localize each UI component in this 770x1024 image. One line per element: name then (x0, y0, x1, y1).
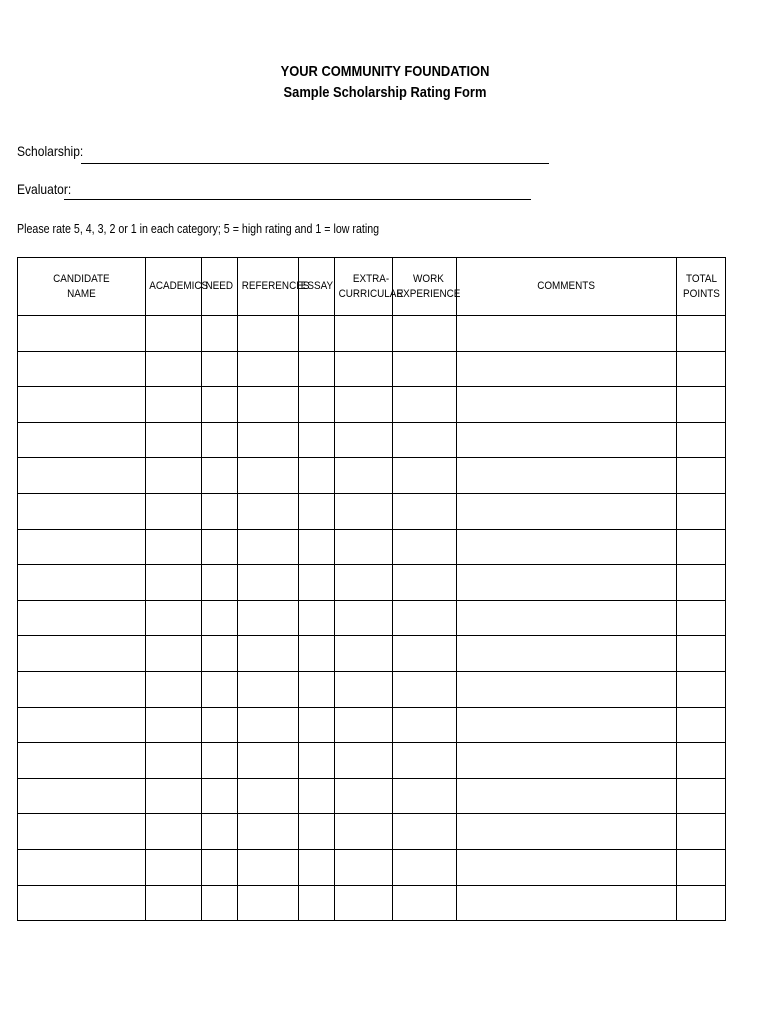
table-row (18, 565, 726, 601)
table-cell[interactable] (393, 707, 457, 743)
table-row (18, 671, 726, 707)
table-cell[interactable] (335, 814, 393, 850)
table-cell[interactable] (457, 814, 677, 850)
column-header (238, 258, 310, 316)
scholarship-field (17, 143, 94, 159)
evaluator-field (17, 181, 80, 197)
table-cell[interactable] (335, 458, 393, 494)
table-cell[interactable] (146, 707, 202, 743)
table-cell[interactable] (202, 885, 238, 921)
table-cell[interactable] (238, 814, 299, 850)
column-header-label: WORK EXPERIENCE (396, 272, 461, 300)
table-cell[interactable] (335, 529, 393, 565)
table-cell[interactable] (299, 529, 335, 565)
table-cell[interactable] (457, 885, 677, 921)
table-cell[interactable] (238, 387, 299, 423)
table-cell[interactable] (393, 743, 457, 779)
table-cell[interactable] (202, 529, 238, 565)
column-header (18, 258, 146, 316)
table-cell[interactable] (457, 458, 677, 494)
column-header (393, 258, 461, 316)
table-cell[interactable] (238, 778, 299, 814)
table-cell[interactable] (146, 814, 202, 850)
table-cell[interactable] (677, 600, 726, 636)
table-cell[interactable] (457, 636, 677, 672)
table-cell[interactable] (18, 849, 146, 885)
table-cell[interactable] (335, 316, 393, 352)
table-cell[interactable] (202, 636, 238, 672)
table-cell[interactable] (299, 671, 335, 707)
table-cell[interactable] (335, 387, 393, 423)
table-cell[interactable] (238, 529, 299, 565)
table-cell[interactable] (202, 316, 238, 352)
table-cell[interactable] (393, 316, 457, 352)
table-cell[interactable] (146, 529, 202, 565)
table-cell[interactable] (18, 351, 146, 387)
table-cell[interactable] (677, 743, 726, 779)
column-header-label: ACADEMICS (149, 280, 209, 292)
table-cell[interactable] (393, 849, 457, 885)
form-header (54, 61, 716, 103)
table-cell[interactable] (202, 600, 238, 636)
table-cell[interactable] (335, 422, 393, 458)
table-cell[interactable] (457, 565, 677, 601)
table-cell[interactable] (18, 387, 146, 423)
table-cell[interactable] (146, 387, 202, 423)
table-cell[interactable] (238, 422, 299, 458)
table-cell[interactable] (238, 707, 299, 743)
table-cell[interactable] (202, 707, 238, 743)
table-cell[interactable] (393, 529, 457, 565)
table-cell[interactable] (457, 600, 677, 636)
table-cell[interactable] (146, 351, 202, 387)
column-header-label: ESSAY (300, 280, 334, 292)
column-header (335, 258, 404, 316)
table-cell[interactable] (238, 316, 299, 352)
table-cell[interactable] (18, 422, 146, 458)
table-cell[interactable] (146, 458, 202, 494)
column-header-label: NEED (205, 280, 234, 292)
table-cell[interactable] (457, 351, 677, 387)
table-cell[interactable] (18, 707, 146, 743)
table-cell[interactable] (335, 565, 393, 601)
table-cell[interactable] (299, 743, 335, 779)
table-cell[interactable] (202, 671, 238, 707)
table-row (18, 351, 726, 387)
table-cell[interactable] (202, 493, 238, 529)
column-header-label: EXTRA- CURRICULAR (338, 272, 404, 300)
table-cell[interactable] (18, 529, 146, 565)
evaluator-label: Evaluator: (17, 181, 72, 197)
column-header-label: CANDIDATE NAME (53, 272, 110, 300)
table-cell[interactable] (299, 885, 335, 921)
table-cell[interactable] (18, 458, 146, 494)
table-cell[interactable] (677, 636, 726, 672)
table-cell[interactable] (202, 387, 238, 423)
table-cell[interactable] (202, 565, 238, 601)
column-header (202, 258, 238, 316)
scholarship-label: Scholarship: (17, 143, 84, 159)
table-cell[interactable] (146, 493, 202, 529)
table-cell[interactable] (146, 743, 202, 779)
table-cell[interactable] (238, 636, 299, 672)
column-header (677, 258, 726, 316)
table-cell[interactable] (299, 849, 335, 885)
table-cell[interactable] (677, 885, 726, 921)
table-cell[interactable] (299, 814, 335, 850)
table-cell[interactable] (677, 565, 726, 601)
table-cell[interactable] (335, 671, 393, 707)
table-cell[interactable] (457, 743, 677, 779)
table-cell[interactable] (238, 743, 299, 779)
table-cell[interactable] (677, 422, 726, 458)
table-cell[interactable] (677, 671, 726, 707)
table-cell[interactable] (335, 743, 393, 779)
table-cell[interactable] (393, 600, 457, 636)
table-cell[interactable] (457, 493, 677, 529)
table-cell[interactable] (18, 636, 146, 672)
table-row (18, 885, 726, 921)
form-title: Sample Scholarship Rating Form (283, 84, 487, 101)
table-cell[interactable] (238, 600, 299, 636)
table-cell[interactable] (238, 671, 299, 707)
table-cell[interactable] (299, 351, 335, 387)
table-cell[interactable] (677, 814, 726, 850)
table-cell[interactable] (299, 458, 335, 494)
table-body (18, 316, 726, 921)
table-cell[interactable] (677, 458, 726, 494)
table-cell[interactable] (393, 351, 457, 387)
table-cell[interactable] (146, 636, 202, 672)
table-cell[interactable] (202, 814, 238, 850)
table-cell[interactable] (238, 351, 299, 387)
column-header (146, 258, 209, 316)
table-cell[interactable] (457, 529, 677, 565)
evaluator-line[interactable] (64, 199, 531, 200)
table-cell[interactable] (299, 636, 335, 672)
table-cell[interactable] (238, 565, 299, 601)
table-cell[interactable] (677, 493, 726, 529)
table-cell[interactable] (146, 885, 202, 921)
table-cell[interactable] (457, 778, 677, 814)
table-row (18, 849, 726, 885)
table-cell[interactable] (299, 387, 335, 423)
table-cell[interactable] (393, 422, 457, 458)
table-cell[interactable] (202, 458, 238, 494)
table-cell[interactable] (18, 814, 146, 850)
table-row (18, 387, 726, 423)
table-cell[interactable] (238, 885, 299, 921)
table-cell[interactable] (335, 351, 393, 387)
table-cell[interactable] (677, 316, 726, 352)
table-cell[interactable] (299, 707, 335, 743)
table-cell[interactable] (299, 316, 335, 352)
column-header-label: COMMENTS (537, 280, 596, 292)
table-cell[interactable] (393, 885, 457, 921)
table-header-row (18, 258, 726, 316)
table-row (18, 316, 726, 352)
table-cell[interactable] (202, 849, 238, 885)
table-cell[interactable] (299, 493, 335, 529)
table-row (18, 422, 726, 458)
column-header (457, 258, 677, 316)
table-cell[interactable] (299, 778, 335, 814)
table-cell[interactable] (146, 422, 202, 458)
table-cell[interactable] (677, 778, 726, 814)
table-cell[interactable] (202, 422, 238, 458)
table-cell[interactable] (299, 422, 335, 458)
table-cell[interactable] (18, 671, 146, 707)
table-cell[interactable] (238, 849, 299, 885)
table-cell[interactable] (18, 493, 146, 529)
table-cell[interactable] (202, 351, 238, 387)
table-cell[interactable] (18, 743, 146, 779)
table-cell[interactable] (335, 885, 393, 921)
table-cell[interactable] (393, 636, 457, 672)
table-cell[interactable] (202, 743, 238, 779)
table-cell[interactable] (299, 565, 335, 601)
table-row (18, 493, 726, 529)
table-cell[interactable] (18, 316, 146, 352)
table-cell[interactable] (18, 778, 146, 814)
table-cell[interactable] (457, 671, 677, 707)
table-cell[interactable] (457, 849, 677, 885)
table-cell[interactable] (335, 707, 393, 743)
table-row (18, 778, 726, 814)
table-cell[interactable] (457, 316, 677, 352)
table-row (18, 707, 726, 743)
table-cell[interactable] (677, 387, 726, 423)
table-cell[interactable] (335, 778, 393, 814)
table-cell[interactable] (238, 493, 299, 529)
table-row (18, 600, 726, 636)
table-cell[interactable] (146, 671, 202, 707)
scholarship-line[interactable] (81, 163, 549, 164)
table-cell[interactable] (335, 600, 393, 636)
table-cell[interactable] (393, 458, 457, 494)
table-cell[interactable] (335, 636, 393, 672)
table-cell[interactable] (18, 885, 146, 921)
table-cell[interactable] (677, 351, 726, 387)
rating-table (17, 257, 726, 921)
table-cell[interactable] (393, 778, 457, 814)
table-cell[interactable] (146, 778, 202, 814)
table-cell[interactable] (335, 493, 393, 529)
table-cell[interactable] (146, 600, 202, 636)
table-cell[interactable] (146, 316, 202, 352)
table-row (18, 458, 726, 494)
table-cell[interactable] (18, 565, 146, 601)
column-header-label: TOTAL POINTS (682, 272, 720, 300)
table-cell[interactable] (146, 565, 202, 601)
table-cell[interactable] (457, 387, 677, 423)
table-row (18, 814, 726, 850)
table-cell[interactable] (457, 707, 677, 743)
table-cell[interactable] (677, 529, 726, 565)
table-cell[interactable] (393, 565, 457, 601)
organization-name: YOUR COMMUNITY FOUNDATION (280, 63, 490, 80)
table-cell[interactable] (238, 458, 299, 494)
table-cell[interactable] (677, 849, 726, 885)
table-cell[interactable] (393, 671, 457, 707)
rating-instructions: Please rate 5, 4, 3, 2 or 1 in each category; 5 = high rating and 1 = low rating (17, 221, 380, 236)
column-header (299, 258, 335, 316)
table-cell[interactable] (393, 814, 457, 850)
table-cell[interactable] (393, 493, 457, 529)
table-row (18, 529, 726, 565)
table-cell[interactable] (677, 707, 726, 743)
table-row (18, 743, 726, 779)
table-row (18, 636, 726, 672)
table-cell[interactable] (299, 600, 335, 636)
table-cell[interactable] (393, 387, 457, 423)
table-cell[interactable] (457, 422, 677, 458)
table-cell[interactable] (18, 600, 146, 636)
column-header-label: REFERENCES (241, 280, 310, 292)
table-cell[interactable] (335, 849, 393, 885)
table-cell[interactable] (146, 849, 202, 885)
table-cell[interactable] (202, 778, 238, 814)
